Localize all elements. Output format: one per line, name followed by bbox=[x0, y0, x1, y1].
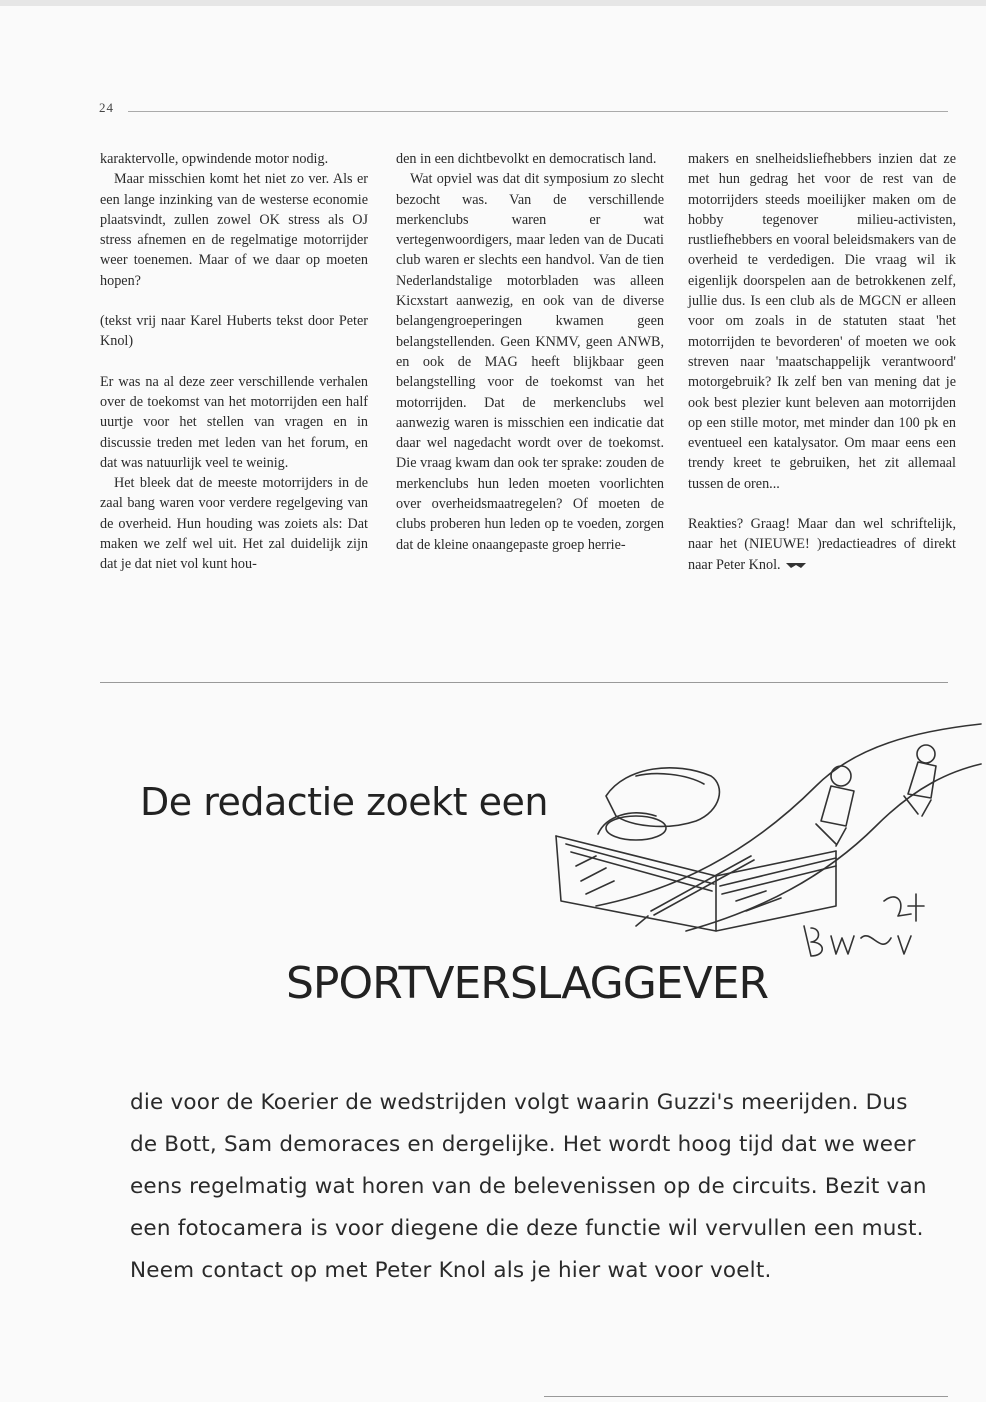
paragraph: Er was na al deze zeer verschillende verhalen over de toekomst van het motorrijden een half uurtje voor het stellen van vragen en in discussie treden met leden van het forum, en dat was natuurlijk veel te weinig. bbox=[100, 373, 368, 471]
paragraph: karaktervolle, opwindende motor nodig. bbox=[100, 151, 329, 167]
closing-text: Reakties? Graag! Maar dan wel schriftelijk, naar het (NIEUWE! )redactieadres of direkt naar Peter Knol. bbox=[688, 516, 956, 573]
paragraph: Het bleek dat de meeste motorrijders in de zaal bang waren voor verdere regelgeving van de overheid. Hun houding was zoiets als: Dat maken we zelf wel uit. Het zal duidelijk zijn dat je dat niet vol kunt hou- bbox=[100, 475, 368, 573]
paragraph: den in een dichtbevolkt en democratisch land. bbox=[396, 151, 657, 167]
section-divider bbox=[100, 682, 948, 683]
article-column-1 bbox=[100, 149, 368, 575]
club-logo-icon bbox=[785, 560, 807, 570]
ad-headline-intro: De redactie zoekt een bbox=[140, 780, 549, 824]
paragraph: makers en snelheidsliefhebbers inzien dat ze met hun gedrag het voor de rest van de motorrijders steeds moeilijker maken om de hobby tegenover milieu-activisten, rustliefhebbers en vooral beleidsmakers van de overheid te verdedigen. Die vraag wil ik eigenlijk doorspelen aan de betrokkenen zelf, jullie dus. Is een club als de MGCN er alleen voor om zoals in de statuten staat 'het motorrijden te bevorderen' of moeten we ook streven naar 'maatschappelijk verantwoord' motorgebruik? Ik zelf ben van mening dat je ook best plezier kunt beleven aan motorrijden op een stille motor, met minder dan 100 pk en eventueel een katalysator. Om maar eens een trendy kreet te gebruiken, het zit allemaal tussen de oren... bbox=[688, 151, 956, 492]
header-rule bbox=[128, 111, 948, 112]
paragraph: Wat opviel was dat dit symposium zo slecht bezocht was. Van de verschillende merkenclubs waren er wat vertegenwoordigers, maar leden van de Ducati club waren er slechts een handvol. Van de tien Nederlandstalige motorbladen was alleen Kicxstart aanwezig, en ook van de diverse belangengroeperingen kwamen geen belangstellenden. Geen KNMV, geen ANWB, en ook de MAG heeft blijkbaar geen belangstelling voor de toekomst van het motorrijden. Dat de merkenclubs wel aanwezig waren is misschien een indicatie dat daar wel nagedacht wordt over de toekomst. Die vraag kwam dan ook ter sprake: zouden de merkenclubs hun leden moeten voorlichten over overheidsmaatregelen? Of moeten de clubs proberen hun leden op te voeden, zorgen dat de kleine onaangepaste groep herrie- bbox=[396, 171, 664, 553]
motorcycle-book-illustration bbox=[536, 716, 986, 978]
footer-rule bbox=[544, 1396, 948, 1397]
article-column-3 bbox=[688, 149, 956, 575]
ad-body-text: die voor de Koerier de wedstrijden volgt waarin Guzzi's meerijden. Dus de Bott, Sam demoraces en dergelijke. Het wordt hoog tijd dat we weer eens regelmatig wat horen van de belevenissen op de circuits. Bezit van een fotocamera is voor diegene die deze functie wil vervullen een must. Neem contact op met Peter Knol als je hier wat voor voelt. bbox=[130, 1090, 927, 1283]
paragraph: Maar misschien komt het niet zo ver. Als er een lange inzinking van de westerse economie plaatsvindt, zullen zowel OK stress als OJ stress afnemen en de regelmatige motorrijder weer toenemen. Maar of we daar op moeten hopen? bbox=[100, 171, 368, 289]
page-number: 24 bbox=[99, 100, 114, 115]
scan-top-edge bbox=[0, 0, 986, 6]
source-credit: (tekst vrij naar Karel Huberts tekst door Peter Knol) bbox=[100, 313, 368, 350]
article-column-2 bbox=[396, 149, 664, 555]
ad-headline-main: SPORTVERSLAGGEVER bbox=[286, 958, 769, 1009]
ad-body bbox=[130, 1082, 930, 1292]
closing-paragraph bbox=[688, 514, 956, 575]
